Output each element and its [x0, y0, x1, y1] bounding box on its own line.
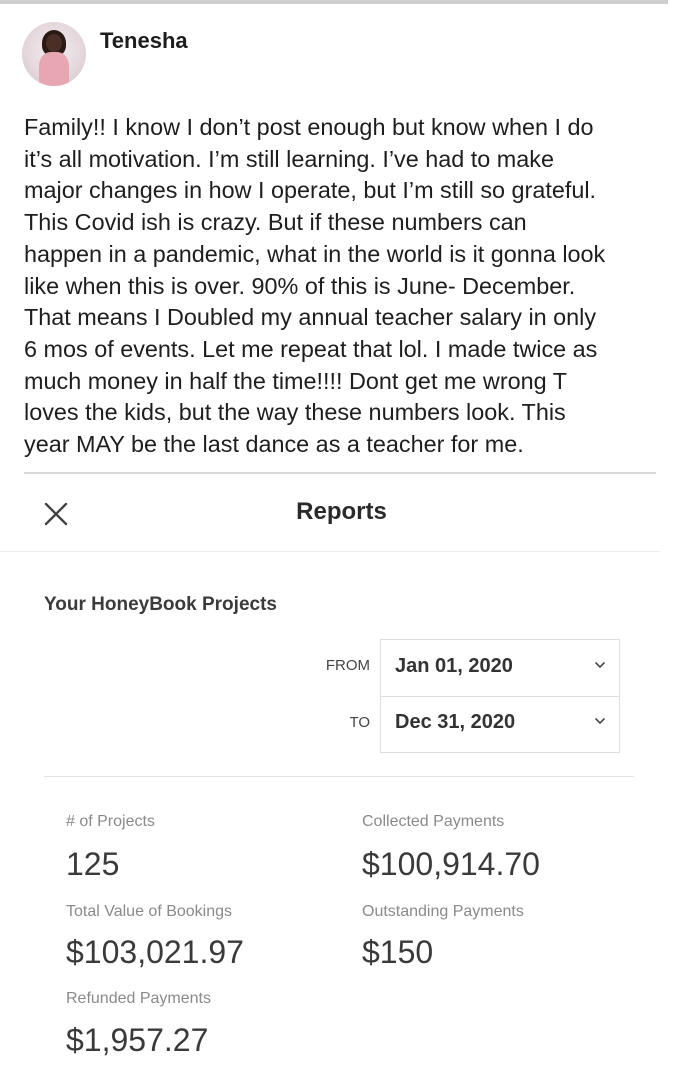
from-date-value: Jan 01, 2020	[395, 655, 513, 677]
post-text: Family!! I know I don’t post enough but know when I do it’s all motivation. I’m still learning. I’ve had to make major changes in how I operate, but I’m still so grateful. This Covid ish is crazy. But if these numbers can happen in a pandemic, what in the world is it gonna look like when this is over. 90% of this is June- December. That means I Doubled my annual teacher salary in only 6 mos of events. Let me repeat that lol. I made twice as much money in half the time!!!! Dont get me wrong T loves the kids, but the way these numbers look. This year MAY be the last dance as a teacher for me.	[24, 114, 606, 458]
projects-label: # of Projects	[66, 813, 155, 830]
avatar-face	[46, 34, 62, 52]
total-bookings-label: Total Value of Bookings	[66, 903, 233, 920]
avatar-body	[39, 52, 69, 86]
collected-value: $100,914.70	[362, 846, 540, 882]
collected-label: Collected Payments	[362, 813, 505, 830]
from-date-select[interactable]	[381, 640, 619, 697]
date-range-picker	[380, 639, 620, 753]
to-date-value: Dec 31, 2020	[395, 711, 516, 733]
author-name[interactable]: Tenesha	[100, 28, 188, 53]
to-label: TO	[349, 714, 370, 731]
range-divider	[44, 776, 634, 777]
total-bookings-value: $103,021.97	[66, 934, 244, 970]
from-label: FROM	[325, 657, 370, 674]
outstanding-label: Outstanding Payments	[362, 903, 524, 920]
section-title: Your HoneyBook Projects	[44, 594, 277, 615]
page-title: Reports	[296, 498, 387, 525]
projects-value: 125	[66, 846, 120, 882]
refunded-label: Refunded Payments	[66, 990, 211, 1007]
avatar[interactable]	[22, 22, 86, 86]
top-divider	[0, 0, 668, 4]
to-date-select[interactable]	[381, 696, 619, 752]
chevron-down-icon	[593, 714, 607, 728]
post-divider	[24, 472, 656, 474]
chevron-down-icon	[593, 658, 607, 672]
refunded-value: $1,957.27	[66, 1022, 209, 1058]
header-divider	[0, 551, 660, 552]
outstanding-value: $150	[362, 934, 434, 970]
